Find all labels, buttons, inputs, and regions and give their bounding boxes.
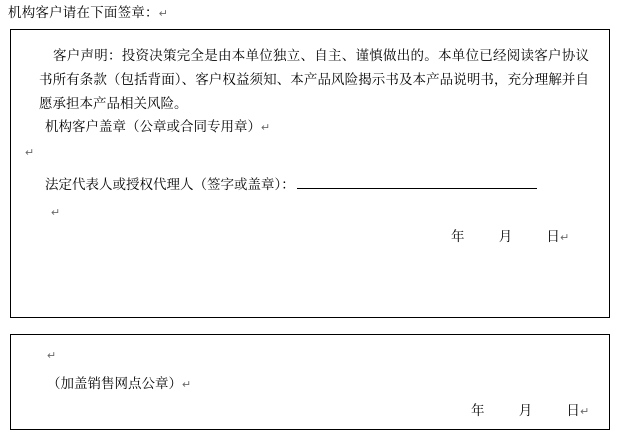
branch-seal-box xyxy=(10,334,610,430)
paragraph-mark-icon: ↵ xyxy=(560,232,570,244)
branch-seal-note-line xyxy=(47,373,191,396)
paragraph-mark-icon: ↵ xyxy=(51,207,61,219)
branch-date-row xyxy=(471,401,590,422)
paragraph-mark-icon: ↵ xyxy=(261,122,271,134)
date-year-label: 年 xyxy=(451,229,465,244)
client-statement: 客户声明：投资决策完全是由本单位独立、自主、谨慎做出的。本单位已经阅读客户协议书所有条款（包括背面）、客户权益须知、本产品风险揭示书及本产品说明书，充分理解并自愿承担本产品相关风险。 xyxy=(39,48,589,111)
organization-seal-line xyxy=(45,116,270,139)
page-title xyxy=(8,4,168,23)
organization-seal-label: 机构客户盖章（公章或合同专用章） xyxy=(45,119,261,134)
representative-label: 法定代表人或授权代理人（签字或盖章）： xyxy=(45,177,295,192)
signature-rule[interactable] xyxy=(297,175,537,189)
date-day-label: 日 xyxy=(546,229,561,244)
date-day-label: 日 xyxy=(566,403,581,418)
branch-seal-note: （加盖销售网点公章） xyxy=(47,376,182,391)
date-year-label: 年 xyxy=(471,403,485,418)
paragraph-mark-icon: ↵ xyxy=(47,350,57,362)
page-title-text: 机构客户请在下面签章： xyxy=(8,5,159,20)
client-declaration-box xyxy=(10,29,610,318)
date-month-label: 月 xyxy=(518,403,533,418)
paragraph-mark-icon: ↵ xyxy=(182,379,192,391)
paragraph-mark-icon: ↵ xyxy=(25,147,35,159)
date-month-label: 月 xyxy=(498,229,513,244)
paragraph-mark-icon: ↵ xyxy=(158,8,169,20)
representative-signature-line xyxy=(45,174,537,196)
paragraph-mark-icon: ↵ xyxy=(580,406,590,418)
declaration-date-row xyxy=(451,227,570,248)
